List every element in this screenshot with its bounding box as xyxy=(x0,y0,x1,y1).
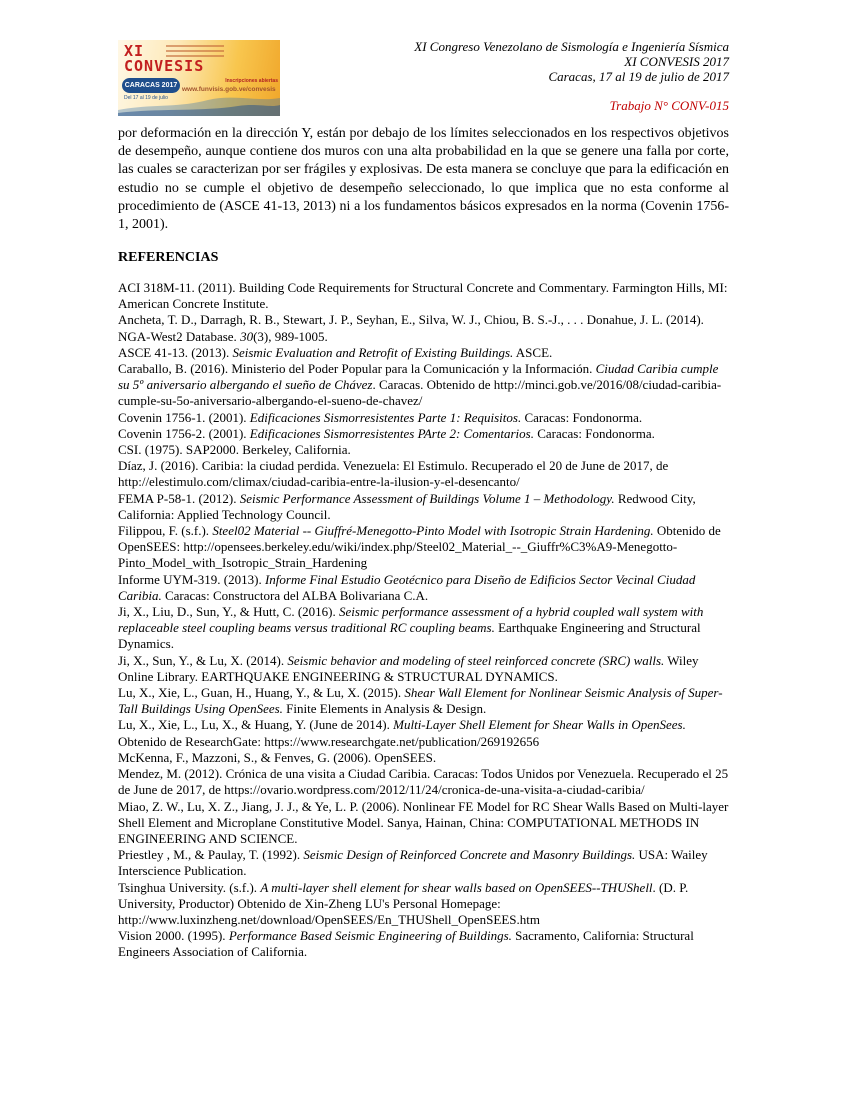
reference-entry xyxy=(118,491,731,523)
header-paper-number: Trabajo N° CONV-015 xyxy=(609,98,729,113)
reference-text: Filippou, F. (s.f.). xyxy=(118,523,213,539)
reference-text-end: Obtenido de ResearchGate: https://www.researchgate.net/publication/269192656 xyxy=(118,733,540,749)
reference-text: Priestley , M., & Paulay, T. (1992). xyxy=(118,847,304,863)
logo-url: www.funvisis.gob.ve/convesis xyxy=(182,86,276,93)
reference-text-end: . Caracas. Obtenido de http://minci.gob.ve/2016/08/ciudad-caribia-cumple-su-5o-aniversario-albergando-el-sueno-de-chavez/ xyxy=(118,377,722,409)
reference-title: Seismic performance assessment of a hybrid coupled wall system with replaceable steel coupling beams versus traditional RC coupling beams. xyxy=(118,604,704,636)
conference-header xyxy=(414,39,729,113)
references-list xyxy=(118,280,731,961)
reference-text: CSI. (1975). SAP2000. Berkeley, California. xyxy=(118,442,351,458)
logo-city-badge: CARACAS 2017 xyxy=(122,78,180,93)
reference-title: Seismic Design of Reinforced Concrete and Masonry Buildings. xyxy=(303,847,636,863)
reference-text-end: Redwood City, California: Applied Technology Council. xyxy=(118,490,696,522)
reference-title: Seismic behavior and modeling of steel reinforced concrete (SRC) walls. xyxy=(287,652,665,668)
logo-line1: XI xyxy=(124,42,145,60)
reference-title: Shear Wall Element for Nonlinear Seismic Analysis of Super-Tall Buildings Using OpenSees. xyxy=(118,685,723,717)
reference-text: Covenin 1756-2. (2001). xyxy=(118,425,250,441)
reference-title: A multi-layer shell element for shear walls based on OpenSEES--THUShell xyxy=(260,879,653,895)
reference-text: McKenna, F., Mazzoni, S., & Fenves, G. (2006). OpenSEES. xyxy=(118,749,437,765)
body-paragraph: por deformación en la dirección Y, están por debajo de los límites seleccionados en los respectivos objetivos de desempeño, aunque contiene dos muros con una alta probabilidad en la que se genere una falla por corte, las cuales se caracterizan por ser frágiles y explosivas. De esta manera se concluye que para la edificación en estudio no se cumple el objetivo de desempeño seleccionado, lo que implica que no esta conforme al procedimiento de (ASCE 41-13, 2013) ni a los fundamentos básicos expresados en la norma (Covenin 1756-1, 2001). xyxy=(118,126,729,233)
reference-text-end: USA: Wailey Interscience Publication. xyxy=(118,847,708,879)
reference-entry xyxy=(118,604,731,653)
reference-text-end: ASCE. xyxy=(513,344,553,360)
reference-entry xyxy=(118,523,731,572)
reference-text: Covenin 1756-1. (2001). xyxy=(118,409,250,425)
reference-text: Ji, X., Sun, Y., & Lu, X. (2014). xyxy=(118,652,288,668)
reference-text-end: Caracas: Fondonorma. xyxy=(521,409,643,425)
reference-title: Multi-Layer Shell Element for Shear Walls in OpenSees. xyxy=(393,717,686,733)
reference-text: ASCE 41-13. (2013). xyxy=(118,344,233,360)
reference-entry xyxy=(118,312,731,344)
conference-logo xyxy=(118,40,280,116)
reference-text: Lu, X., Xie, L., Guan, H., Huang, Y., & Lu, X. (2015). xyxy=(118,685,405,701)
reference-title: Steel02 Material -- Giuffré-Menegotto-Pinto Model with Isotropic Strain Hardening. xyxy=(212,523,654,539)
logo-hills-graphic xyxy=(118,92,280,116)
reference-text-end: Obtenido de OpenSEES: http://opensees.berkeley.edu/wiki/index.php/Steel02_Material_--_Giuffr%C3%A9-Menegotto-Pinto_Model_with_Isotropic_Strain_Hardening xyxy=(118,523,721,571)
reference-text: Informe UYM-319. (2013). xyxy=(118,571,265,587)
reference-title: Informe Final Estudio Geotécnico para Diseño de Edificios Sector Vecinal Ciudad Caribia. xyxy=(118,571,696,603)
reference-text-end: Finite Elements in Analysis & Design. xyxy=(282,701,487,717)
reference-title: Edificaciones Sismorresistentes Parte 1: Requisitos. xyxy=(249,409,522,425)
reference-text: Tsinghua University. (s.f.). xyxy=(118,879,261,895)
reference-text: FEMA P-58-1. (2012). xyxy=(118,490,240,506)
reference-text-end: Caracas: Constructora del ALBA Bolivariana C.A. xyxy=(161,587,429,603)
reference-entry xyxy=(118,280,731,312)
reference-title: 30 xyxy=(240,328,254,344)
reference-text-end: Wiley Online Library. EARTHQUAKE ENGINEERING & STRUCTURAL DYNAMICS. xyxy=(118,652,699,684)
logo-line2: CONVESIS xyxy=(124,57,205,75)
reference-text-end: Caracas: Fondonorma. xyxy=(533,425,655,441)
references-heading: REFERENCIAS xyxy=(118,250,219,265)
reference-text-end: Sacramento, California: Structural Engineers Association of California. xyxy=(118,928,694,960)
reference-entry xyxy=(118,928,731,960)
reference-entry xyxy=(118,847,731,879)
reference-text-end: . (D. P. University, Productor) Obtenido de Xin-Zheng LU's Personal Homepage: http://www.luxinzheng.net/download/OpenSEES/En_THUShell_OpenSEES.htm xyxy=(118,879,689,927)
logo-dates: Del 17 al 19 de julio xyxy=(124,95,168,101)
reference-text: Ji, X., Liu, D., Sun, Y., & Hutt, C. (2016). xyxy=(118,604,340,620)
reference-text: Miao, Z. W., Lu, X. Z., Jiang, J. J., & Ye, L. P. (2006). Nonlinear FE Model for RC Shear Walls Based on Multi-layer Shell Element and Microplane Constitutive Model. Sanya, Hainan, China: COMPUTATIONAL METHODS IN ENGINEERING AND SCIENCE. xyxy=(118,798,729,846)
reference-text: Mendez, M. (2012). Crónica de una visita a Ciudad Caribia. Caracas: Todos Unidos por Venezuela. Recuperado el 25 de June de 2017, de https://ovario.wordpress.com/2012/11/24/cronica-de-una-visita-a-ciudad-caribia/ xyxy=(118,766,729,798)
reference-entry xyxy=(118,572,731,604)
reference-title: Ciudad Caribia cumple su 5º aniversario albergando el sueño de Chávez xyxy=(118,361,719,393)
reference-text: Ancheta, T. D., Darragh, R. B., Stewart, J. P., Seyhan, E., Silva, W. J., Chiou, B. S.-J., . . . Donahue, J. L. (2014). NGA-West2 Database. xyxy=(118,312,704,344)
reference-entry xyxy=(118,345,731,361)
reference-title: Edificaciones Sismorresistentes PArte 2: Comentarios. xyxy=(249,425,534,441)
reference-entry xyxy=(118,750,731,766)
reference-text-end: Earthquake Engineering and Structural Dynamics. xyxy=(118,620,701,652)
reference-entry xyxy=(118,799,731,848)
reference-entry xyxy=(118,442,731,458)
header-location-dates: Caracas, 17 al 19 de julio de 2017 xyxy=(548,69,729,84)
reference-text: Lu, X., Xie, L., Lu, X., & Huang, Y. (June de 2014). xyxy=(118,717,394,733)
header-congress-name: XI Congreso Venezolano de Sismología e Ingeniería Sísmica xyxy=(414,39,729,54)
reference-title: Performance Based Seismic Engineering of Buildings. xyxy=(228,928,512,944)
reference-entry xyxy=(118,410,731,426)
reference-text: Caraballo, B. (2016). Ministerio del Poder Popular para la Comunicación y la Información. xyxy=(118,361,596,377)
reference-text: Díaz, J. (2016). Caribia: la ciudad perdida. Venezuela: El Estimulo. Recuperado el 20 de June de 2017, de http://elestimulo.com/climax/ciudad-caribia-entre-la-ilusion-y-el-desencanto/ xyxy=(118,458,669,490)
reference-entry xyxy=(118,653,731,685)
reference-entry xyxy=(118,880,731,929)
reference-entry xyxy=(118,685,731,717)
reference-entry xyxy=(118,458,731,490)
reference-text-end: (3), 989-1005. xyxy=(253,328,328,344)
reference-text: Vision 2000. (1995). xyxy=(118,928,229,944)
reference-title: Seismic Performance Assessment of Buildings Volume 1 – Methodology. xyxy=(239,490,615,506)
reference-text: ACI 318M-11. (2011). Building Code Requirements for Structural Concrete and Commentary. Farmington Hills, MI: American Concrete Institute. xyxy=(118,280,728,312)
logo-decorative-lines xyxy=(166,45,224,60)
reference-entry xyxy=(118,717,731,749)
header-congress-acronym: XI CONVESIS 2017 xyxy=(624,54,729,69)
reference-title: Seismic Evaluation and Retrofit of Existing Buildings. xyxy=(232,344,514,360)
logo-inscriptions: Inscripciones abiertas xyxy=(225,78,278,84)
reference-entry xyxy=(118,361,731,410)
reference-entry xyxy=(118,426,731,442)
reference-entry xyxy=(118,766,731,798)
